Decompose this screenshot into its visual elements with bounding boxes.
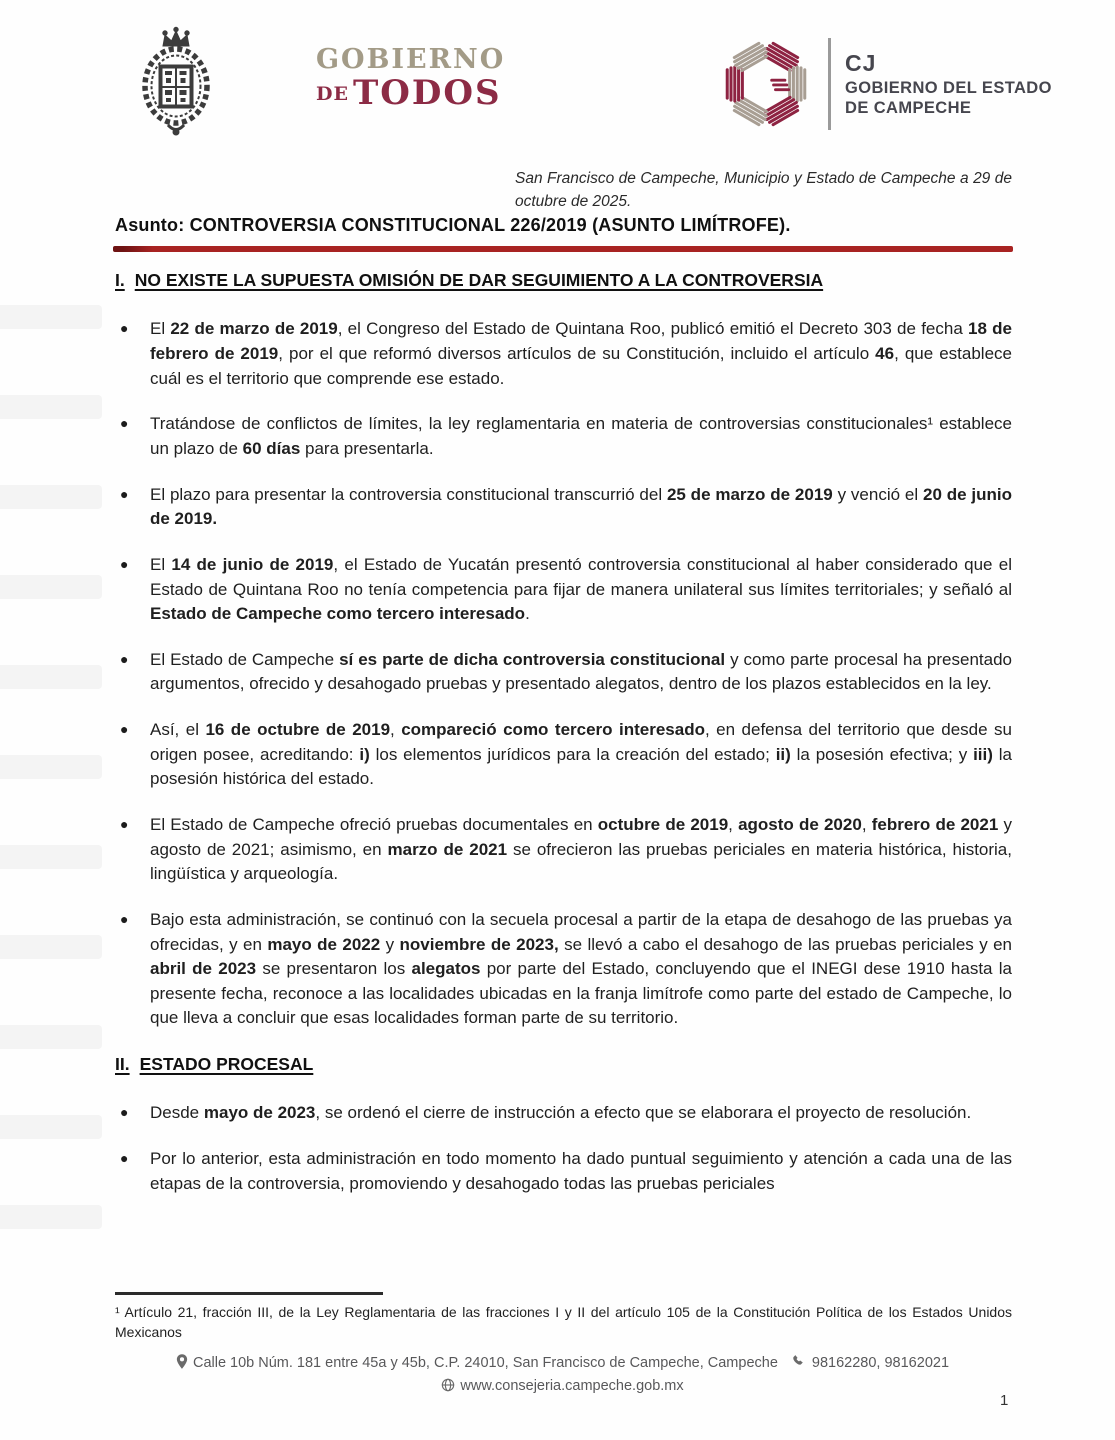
bullet-marker: ●: [120, 485, 129, 502]
bullet-item: [115, 908, 1012, 1031]
cj-government-logo: [714, 28, 1052, 140]
bullet-text: Tratándose de conflictos de límites, la ley reglamentaria en materia de controversias constitucionales¹ establece un plazo de 60 días para presentarla.: [150, 414, 1012, 458]
bullet-text: El plazo para presentar la controversia constitucional transcurrió del 25 de marzo de 2019 y venció el 20 de junio de 2019.: [150, 484, 1013, 529]
bullet-marker: ●: [120, 1104, 129, 1121]
scan-artifact: [0, 1115, 102, 1139]
scan-artifact: [0, 395, 102, 419]
bullet-text: El 14 de junio de 2019, el Estado de Yucatán presentó controversia constitucional al haber considerado que el Estado de Quintana Roo no tenía competencia para fijar de manera unilateral sus límites territoriales; y señaló al Estado de Campeche como tercero interesado.: [150, 554, 1012, 624]
bullet-list-section-2: [115, 1101, 1012, 1196]
location-pin-icon: [176, 1354, 188, 1369]
bullet-item: [115, 412, 1012, 461]
footnote-block: [115, 1292, 1012, 1342]
scan-artifact: [0, 755, 102, 779]
globe-icon: [441, 1378, 455, 1392]
document-body: [115, 268, 1012, 1217]
scan-artifact: [0, 665, 102, 689]
de-logo-word: DE: [316, 83, 349, 105]
bullet-item: [115, 553, 1012, 627]
bullet-item: [115, 718, 1012, 792]
section-number: I.: [115, 270, 125, 290]
bullet-item: [115, 648, 1012, 697]
phone-icon: [792, 1354, 807, 1369]
section-number: II.: [115, 1054, 130, 1075]
bullet-marker: ●: [120, 910, 129, 927]
section-title: NO EXISTE LA SUPUESTA OMISIÓN DE DAR SEGUIMIENTO A LA CONTROVERSIA: [134, 270, 824, 290]
scan-artifact: [0, 935, 102, 959]
footer-phones: 98162280, 98162021: [811, 1355, 950, 1371]
campeche-coat-of-arms-icon: [126, 26, 226, 140]
cj-line1: GOBIERNO DEL ESTADO: [845, 78, 1052, 97]
bullet-item: [115, 317, 1012, 391]
footer-address-line: [0, 1352, 1115, 1375]
logo-separator: [828, 38, 831, 130]
bullet-marker: ●: [120, 815, 129, 832]
footer-website-line: [0, 1375, 1115, 1398]
section-heading-1: [115, 268, 1012, 293]
bullet-item: [115, 1101, 1012, 1126]
scan-artifact: [0, 485, 102, 509]
gobierno-de-todos-logo: [316, 44, 506, 113]
todos-logo-word: TODOS: [352, 73, 502, 113]
bullet-text: El Estado de Campeche sí es parte de dicha controversia constitucional y como parte procesal ha presentado argumentos, ofrecido y desahogado pruebas y presentado alegatos, dentro de los plazos establecidos en la ley.: [150, 649, 1012, 694]
subject-underline-rule: [113, 246, 1013, 252]
bullet-marker: ●: [120, 415, 129, 432]
bullet-text: Bajo esta administración, se continuó con la secuela procesal a partir de la etapa de desahogo de las pruebas ya ofrecidas, y en mayo de 2022 y noviembre de 2023, se llevó a cabo el desahogo de las pruebas periciales y en abril de 2023 se presentaron los alegatos por parte del Estado, concluyendo que el INEGI dese 1910 hasta la presente fecha, reconoce a las localidades ubicadas en la franja limítrofe como parte del estado de Campeche, lo que lleva a concluir que esas localidades forman parte de su territorio.: [150, 909, 1013, 1028]
footnote-text: ¹ Artículo 21, fracción III, de la Ley Reglamentaria de las fracciones I y II del artículo 105 de la Constitución Política de los Estados Unidos Mexicanos: [115, 1304, 1012, 1340]
cj-hexagon-icon: [714, 28, 818, 140]
scan-artifact: [0, 575, 102, 599]
bullet-item: [115, 813, 1012, 887]
bullet-marker: ●: [120, 555, 129, 572]
bullet-text: Por lo anterior, esta administración en todo momento ha dado puntual seguimiento y atención a cada una de las etapas de la controversia, promoviendo y desahogado todas las pruebas periciales: [150, 1149, 1012, 1193]
footnote-separator-rule: [115, 1292, 383, 1295]
subject-line: Asunto: CONTROVERSIA CONSTITUCIONAL 226/2019 (ASUNTO LIMÍTROFE).: [115, 215, 791, 235]
bullet-marker: ●: [120, 721, 129, 738]
bullet-text: El 22 de marzo de 2019, el Congreso del Estado de Quintana Roo, publicó emitió el Decreto 303 de fecha 18 de febrero de 2019, por el que reformó diversos artículos de su Constitución, incluido el artículo 46, que establece cuál es el territorio que comprende ese estado.: [150, 319, 1012, 388]
page-number: 1: [1000, 1392, 1009, 1409]
bullet-marker: ●: [120, 1150, 129, 1167]
gobierno-logo-word: GOBIERNO: [316, 44, 506, 75]
bullet-list-section-1: [115, 317, 1012, 1031]
page-footer: [0, 1352, 1115, 1398]
scan-artifact: [0, 1205, 102, 1229]
bullet-item: [115, 483, 1012, 532]
dateline: San Francisco de Campeche, Municipio y Estado de Campeche a 29 de octubre de 2025.: [515, 169, 1012, 210]
section-title: ESTADO PROCESAL: [139, 1054, 314, 1075]
scan-artifact: [0, 845, 102, 869]
bullet-marker: ●: [120, 320, 129, 337]
scan-artifact: [0, 305, 102, 329]
footer-address: Calle 10b Núm. 181 entre 45a y 45b, C.P. 24010, San Francisco de Campeche, Campeche: [192, 1355, 778, 1371]
scan-artifact: [0, 1025, 102, 1049]
bullet-text: Desde mayo de 2023, se ordenó el cierre de instrucción a efecto que se elaborara el proyecto de resolución.: [150, 1103, 972, 1123]
cj-line2: DE CAMPECHE: [845, 99, 972, 118]
footer-website: www.consejeria.campeche.gob.mx: [460, 1378, 684, 1395]
bullet-text: Así, el 16 de octubre de 2019, compareció como tercero interesado, en defensa del territorio que desde su origen posee, acreditando: i) los elementos jurídicos para la creación del estado; ii) la posesión efectiva; y iii) la posesión histórica del estado.: [150, 720, 1012, 789]
bullet-marker: ●: [120, 650, 129, 667]
bullet-item: [115, 1147, 1012, 1196]
cj-initials: CJ: [845, 50, 877, 76]
section-heading-2: [115, 1052, 1012, 1077]
bullet-text: El Estado de Campeche ofreció pruebas documentales en octubre de 2019, agosto de 2020, febrero de 2021 y agosto de 2021; asimismo, en marzo de 2021 se ofrecieron las pruebas periciales en materia histórica, historia, lingüística y arqueología.: [150, 814, 1012, 884]
